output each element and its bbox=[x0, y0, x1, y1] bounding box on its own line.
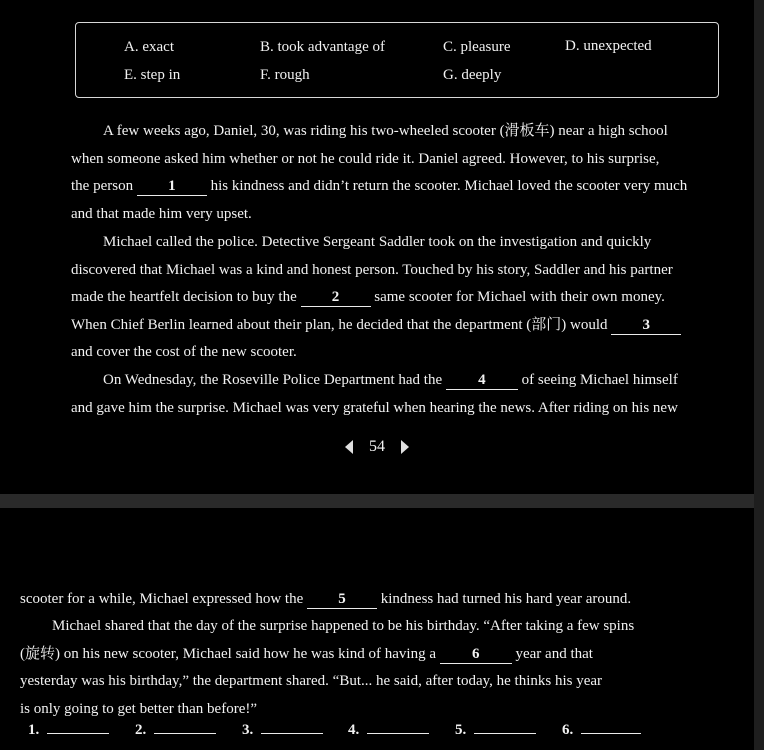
option-g: G. deeply bbox=[443, 67, 502, 83]
option-b: B. took advantage of bbox=[260, 39, 385, 55]
answer-slot[interactable]: 2. bbox=[135, 721, 216, 739]
paragraph-1 bbox=[71, 118, 725, 228]
text-line: yesterday was his birthday,” the department shared. “But... he said, after today, he thinks his year bbox=[20, 673, 603, 689]
text-line: scooter for a while, Michael expressed how the 5 kindness had turned his hard year around. bbox=[20, 591, 632, 607]
option-c: C. pleasure bbox=[443, 39, 511, 55]
page-separator bbox=[0, 494, 764, 508]
blank-1[interactable]: 1 bbox=[137, 178, 207, 196]
text-line: discovered that Michael was a kind and honest person. Touched by his story, Saddler and his partner bbox=[71, 261, 673, 278]
page-indicator bbox=[0, 438, 754, 456]
text-line: When Chief Berlin learned about their plan, he decided that the department (部门) would 3 bbox=[71, 312, 725, 340]
blank-3[interactable]: 3 bbox=[611, 317, 681, 335]
text-line: made the heartfelt decision to buy the 2 same scooter for Michael with their own money. bbox=[71, 289, 665, 305]
blank-6[interactable]: 6 bbox=[440, 646, 512, 664]
paragraph-2 bbox=[71, 229, 725, 367]
answer-slot[interactable]: 6. bbox=[562, 721, 641, 739]
text-line: and cover the cost of the new scooter. bbox=[71, 344, 297, 360]
text-line: Michael called the police. Detective Sergeant Saddler took on the investigation and quickly bbox=[103, 234, 652, 250]
answer-slot[interactable]: 4. bbox=[348, 721, 429, 739]
page-55 bbox=[0, 508, 754, 750]
option-e: E. step in bbox=[124, 67, 181, 83]
blank-5[interactable]: 5 bbox=[307, 591, 377, 609]
text-line: is only going to get better than before!” bbox=[20, 700, 258, 717]
paragraph-4 bbox=[20, 586, 677, 614]
option-a: A. exact bbox=[124, 39, 174, 55]
blank-4[interactable]: 4 bbox=[446, 372, 518, 390]
answer-slot[interactable]: 5. bbox=[455, 721, 536, 739]
blank-2[interactable]: 2 bbox=[301, 289, 371, 307]
word-bank-box bbox=[75, 22, 719, 98]
text-line: Michael shared that the day of the surprise happened to be his birthday. “After taking a few spins bbox=[52, 618, 635, 634]
option-d: D. unexpected bbox=[565, 38, 652, 54]
text-line: when someone asked him whether or not he could ride it. Daniel agreed. However, to his surprise, bbox=[71, 150, 660, 167]
text-line: and gave him the surprise. Michael was very grateful when hearing the news. After riding on his new bbox=[71, 399, 678, 416]
option-f: F. rough bbox=[260, 67, 310, 83]
answer-slot[interactable]: 3. bbox=[242, 721, 323, 739]
answer-slot[interactable]: 1. bbox=[28, 721, 109, 739]
text-line: (旋转) on his new scooter, Michael said how he was kind of having a 6 year and that bbox=[20, 645, 593, 662]
text-line: A few weeks ago, Daniel, 30, was riding his two-wheeled scooter (滑板车) near a high school bbox=[103, 123, 668, 139]
paragraph-5 bbox=[20, 613, 677, 723]
scrollbar[interactable] bbox=[754, 0, 764, 750]
text-line: the person 1 his kindness and didn’t return the scooter. Michael loved the scooter very much bbox=[71, 178, 688, 194]
text-line: and that made him very upset. bbox=[71, 205, 252, 222]
caret-right-icon[interactable] bbox=[401, 440, 409, 454]
page-number: 54 bbox=[369, 438, 385, 455]
text-line: On Wednesday, the Roseville Police Department had the 4 of seeing Michael himself bbox=[103, 372, 678, 388]
paragraph-3 bbox=[71, 367, 725, 422]
caret-left-icon[interactable] bbox=[345, 440, 353, 454]
